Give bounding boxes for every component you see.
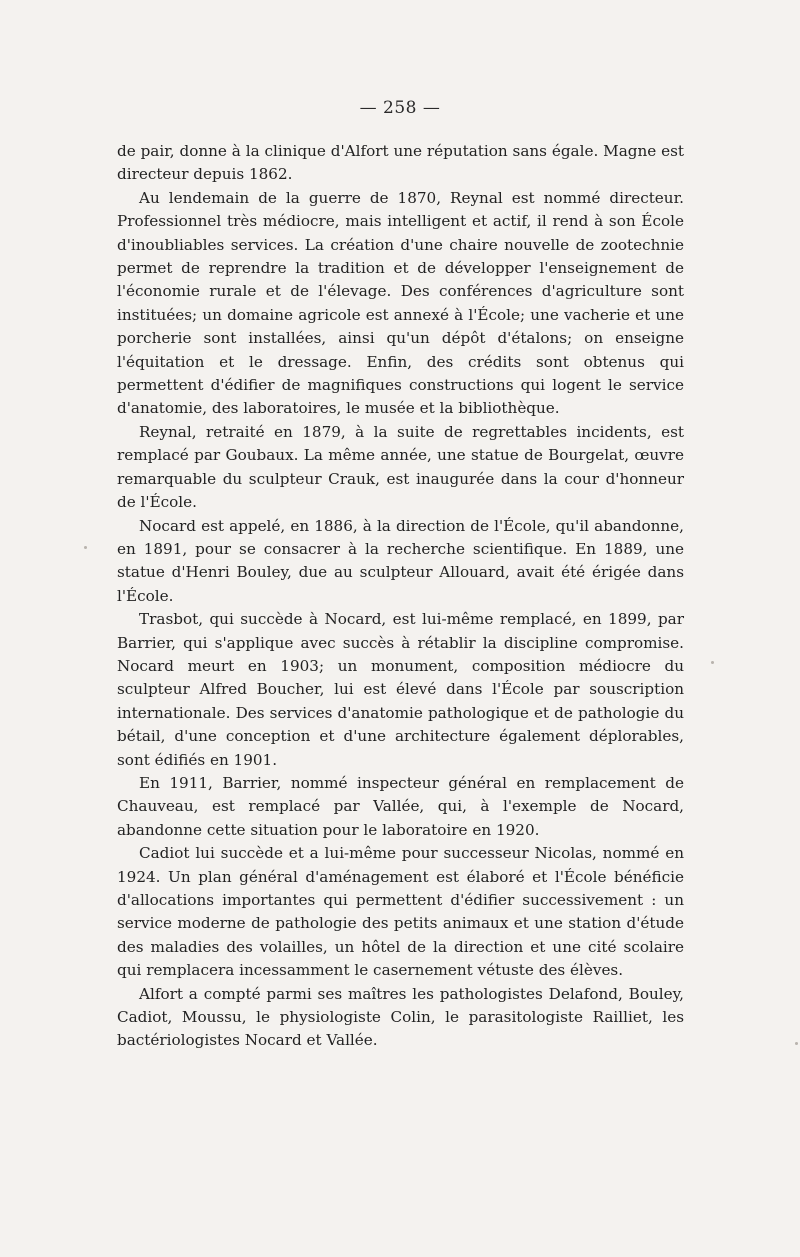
paragraph-4: Nocard est appelé, en 1886, à la direction de l'École, qu'il abandonne, en 1891, pour se consacrer à la recherche scientifique. En 1889, une statue d'Henri Bouley, due au sculpteur Allouard, avait été érigée dans l'École. xyxy=(117,516,684,605)
paper-speck xyxy=(795,1042,798,1045)
paper-speck xyxy=(711,661,714,664)
paper-speck xyxy=(84,546,87,549)
paragraph-6: En 1911, Barrier, nommé inspecteur général en remplacement de Chauveau, est remplacé par Vallée, qui, à l'exemple de Nocard, abandonne cette situation pour le laboratoire en 1920. xyxy=(117,773,684,839)
paragraph-7: Cadiot lui succède et a lui-même pour successeur Nicolas, nommé en 1924. Un plan général d'aménagement est élaboré et l'École bénéficie d'allocations importantes qui permettent d'édifier successivement : un service moderne de pathologie des petits animaux et une station d'étude des maladies des volailles, un hôtel de la direction et une cité scolaire qui remplacera incessamment le casernement vétuste des élèves. xyxy=(117,844,684,980)
paragraph-5: Trasbot, qui succède à Nocard, est lui-même remplacé, en 1899, par Barrier, qui s'applique avec succès à rétablir la discipline compromise. Nocard meurt en 1903; un monument, composition médiocre du sculpteur Alfred Boucher, lui est élevé dans l'École par souscription internationale. Des services d'anatomie pathologique et de pathologie du bétail, d'une conception et d'une architecture également déplorables, sont édifiés en 1901. xyxy=(117,610,684,769)
paragraph-8: Alfort a compté parmi ses maîtres les pathologistes Delafond, Bouley, Cadiot, Moussu, le physiologiste Colin, le parasitologiste Railliet, les bactériologistes Nocard et Vallée. xyxy=(117,984,684,1050)
paragraph-1: de pair, donne à la clinique d'Alfort une réputation sans égale. Magne est directeur depuis 1862. xyxy=(117,142,684,184)
paragraph-3: Reynal, retraité en 1879, à la suite de regrettables incidents, est remplacé par Goubaux. La même année, une statue de Bourgelat, œuvre remarquable du sculpteur Crauk, est inaugurée dans la cour d'honneur de l'École. xyxy=(117,422,684,512)
body-text xyxy=(117,140,684,1053)
paragraph-2: Au lendemain de la guerre de 1870, Reynal est nommé directeur. Professionnel très médiocre, mais intelligent et actif, il rend à son École d'inoubliables services. La création d'une chaire nouvelle de zootechnie permet de reprendre la tradition et de développer l'enseignement de l'économie rurale et de l'élevage. Des conférences d'agriculture sont instituées; un domaine agricole est annexé à l'École; une vacherie et une porcherie sont installées, ainsi qu'un dépôt d'étalons; on enseigne l'équitation et le dressage. Enfin, des crédits sont obtenus qui permettent d'édifier de magnifiques constructions qui logent le service d'anatomie, des laboratoires, le musée et la bibliothèque. xyxy=(117,188,684,418)
page-number: — 258 — xyxy=(359,98,441,118)
